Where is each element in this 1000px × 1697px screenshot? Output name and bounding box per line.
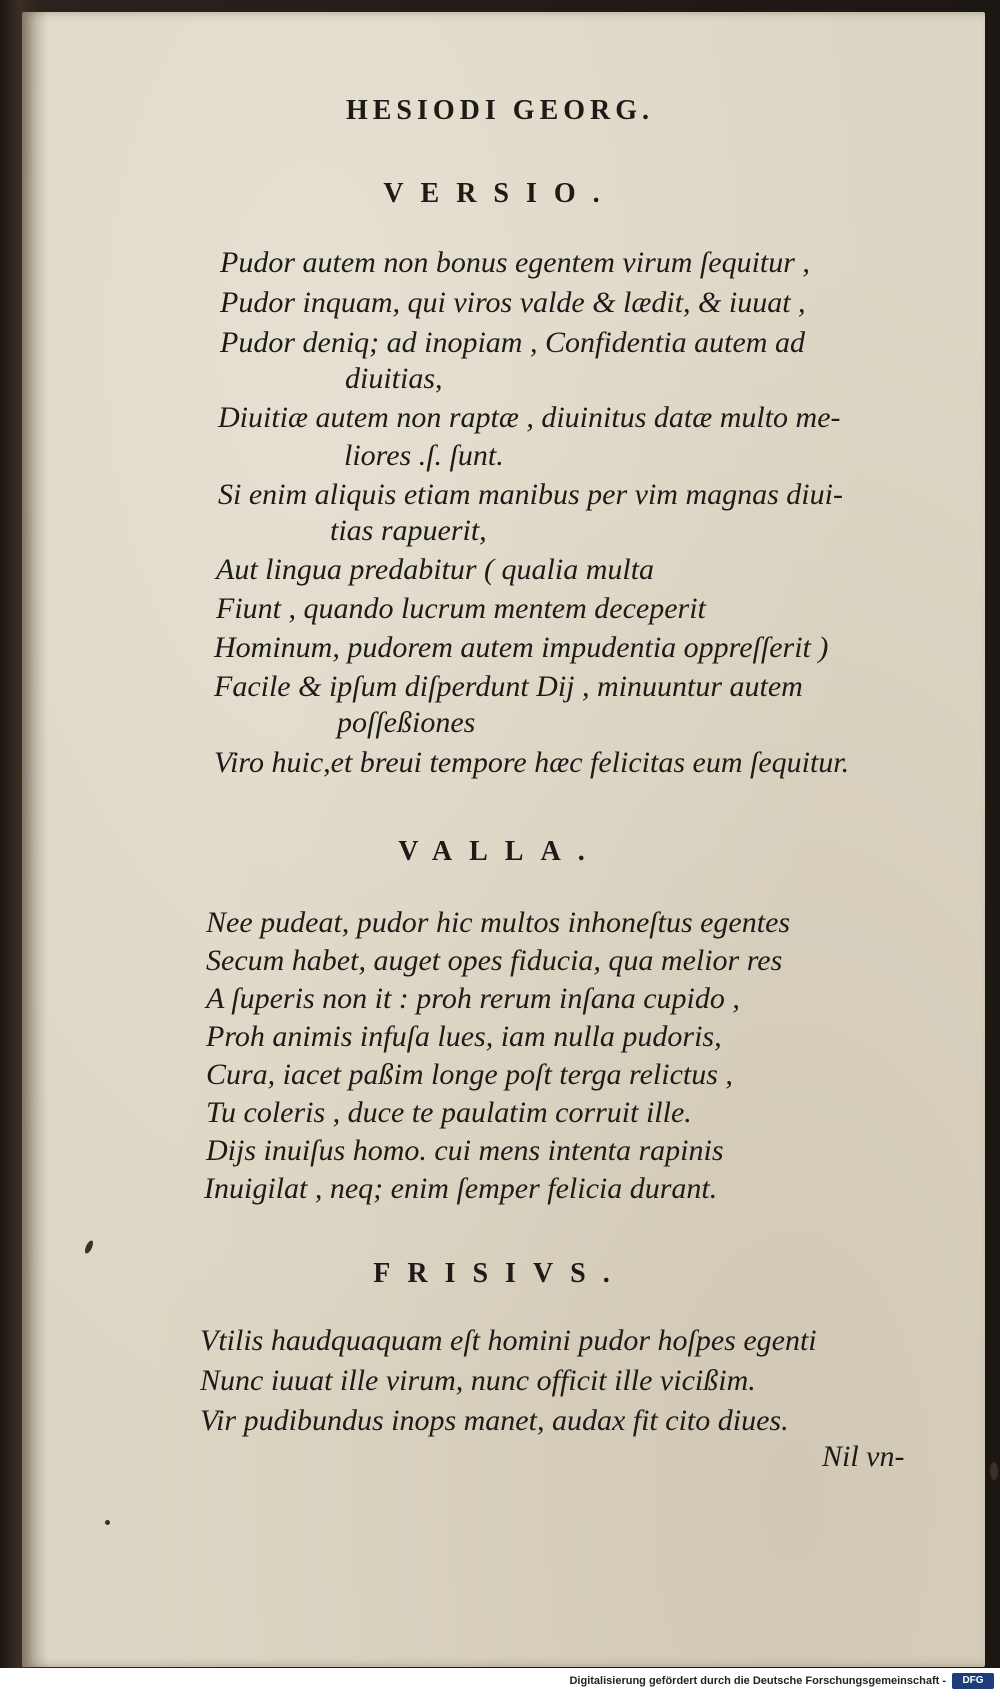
paper-blemish bbox=[990, 1462, 998, 1480]
verse-line-continuation: tias rapuerit, bbox=[330, 514, 487, 547]
verse-line: Facile & ipſum diſperdunt Dij , minuuntur autem bbox=[214, 670, 803, 703]
verse-line: Proh animis infuſa lues, iam nulla pudoris, bbox=[206, 1020, 722, 1053]
section-heading-versio: VERSIO. bbox=[383, 178, 617, 209]
verse-line: Si enim aliquis etiam manibus per vim magnas diui- bbox=[218, 478, 843, 511]
section-heading-frisius: FRISIVS. bbox=[373, 1258, 627, 1289]
verse-line: Pudor inquam, qui viros valde & lædit, & iuuat , bbox=[220, 286, 806, 319]
verse-line: Aut lingua predabitur ( qualia multa bbox=[216, 553, 655, 586]
verse-line: Nunc iuuat ille virum, nunc officit ille vicißim. bbox=[200, 1364, 756, 1397]
verse-line: Inuigilat , neq; enim ſemper felicia durant. bbox=[204, 1172, 718, 1205]
verse-line: Vir pudibundus inops manet, audax fit cito diues. bbox=[200, 1404, 789, 1437]
section-heading-valla: VALLA. bbox=[398, 836, 602, 867]
verse-line: Tu coleris , duce te paulatim corruit ille. bbox=[206, 1096, 692, 1129]
digitization-footer bbox=[0, 1668, 1000, 1697]
running-title: HESIODI GEORG. bbox=[345, 95, 655, 126]
verse-line: Secum habet, auget opes fiducia, qua melior res bbox=[206, 944, 783, 977]
verse-line: Nee pudeat, pudor hic multos inhoneſtus egentes bbox=[206, 906, 791, 939]
verse-line: Diuitiæ autem non raptæ , diuinitus datæ multo me- bbox=[218, 401, 841, 434]
verse-line-continuation: poſſeßiones bbox=[337, 706, 476, 739]
verse-line-continuation: liores .ſ. ſunt. bbox=[344, 439, 504, 472]
verse-line: Vtilis haudquaquam eſt homini pudor hoſpes egenti bbox=[200, 1324, 817, 1357]
verse-line: Fiunt , quando lucrum mentem deceperit bbox=[216, 592, 706, 625]
verse-line: Viro huic,et breui tempore hæc felicitas eum ſequitur. bbox=[214, 746, 850, 779]
verse-line: Hominum, pudorem autem impudentia oppreſſerit ) bbox=[214, 631, 829, 664]
verse-line: Cura, iacet paßim longe poſt terga relictus , bbox=[206, 1058, 733, 1091]
dfg-logo: DFG bbox=[952, 1673, 994, 1689]
footer-credit: Digitalisierung gefördert durch die Deutsche Forschungsgemeinschaft - bbox=[569, 1675, 946, 1687]
catchword: Nil vn- bbox=[822, 1440, 905, 1473]
paper-blemish bbox=[105, 1520, 110, 1525]
verse-line: Dijs inuiſus homo. cui mens intenta rapinis bbox=[206, 1134, 724, 1167]
verse-line: A ſuperis non it : proh rerum inſana cupido , bbox=[206, 982, 740, 1015]
verse-line-continuation: diuitias, bbox=[345, 362, 443, 395]
verse-line: Pudor deniq; ad inopiam , Confidentia autem ad bbox=[220, 326, 805, 359]
verse-line: Pudor autem non bonus egentem virum ſequitur , bbox=[220, 246, 810, 279]
